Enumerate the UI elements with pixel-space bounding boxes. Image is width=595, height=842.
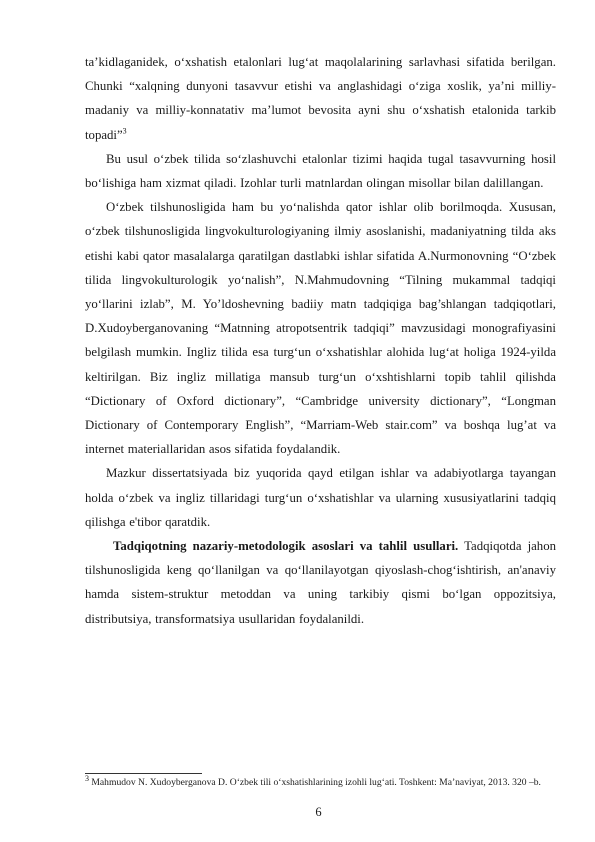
footnote-mark: 3 [85,773,89,783]
footnote-reference: 3 [122,126,127,136]
footnote-divider [85,773,202,774]
paragraph-5-text: Tadqiqotda jahon tilshunosligida keng qo‘llanilgan va qo‘llanilayotgan qiyoslash-chog‘ishtirish, an'anaviy hamda sistem-struktur metoddan va uning tarkibiy qismi bo‘lgan oppozitsiya, distributsiya, transformatsiya usullaridan foydalanildi. [85,539,556,626]
paragraph-1-text: ta’kidlaganidek, o‘xshatish etalonlari lug‘at maqolalarining sarlavhasi sifatida berilgan. Chunki “xalqning dunyoni tasavvur etishi va anglashidagi o‘ziga xoslik, ya’ni milliy-madaniy va milliy-konnatativ ma’lumot bevosita ayni shu o‘xshatish etalonida tarkib topadi” [85,55,556,142]
footnote-text: Mahmudov N. Xudoyberganova D. O‘zbek tili o‘xshatishlarining izohli lug‘ati. Toshkent: Ma’naviyat, 2013. 320 –b. [89,777,541,788]
paragraph-3: O‘zbek tilshunosligida ham bu yo‘nalishda qator ishlar olib borilmoqda. Xususan, o‘zbek tilshunosligida lingvokulturologiyaning ilmiy asoslanishi, madaniyatning tilda aks etishi kabi qator masalalarga qaratilgan dastlabki ishlar sifatida A.Nurmonovning “O‘zbek tilida lingvokulturologik yo‘nalish”, N.Mahmudovning “Tilning mukammal tadqiqi yo‘llarini izlab”, M. Yo’ldoshevning badiiy matn tadqiqiga bag’shlangan tadqiqotlari, D.Xudoyberganovaning “Matnning atropotsentrik tadqiqi” mavzusidagi monografiyasini belgilash mumkin. Ingliz tilida esa turg‘un o‘xshatishlar alohida lug‘at holiga 1924-yilda keltirilgan. Biz ingliz millatiga mansub turg‘un o‘xshtishlarni topib tahlil qilishda “Dictionary of Oxford dictionary”, “Cambridge university dictionary”, “Longman Dictionary of Contemporary English”, “Marriam-Web stair.com” va boshqa lug’at va internet materiallaridan asos sifatida foydalandik. [85,200,556,457]
paragraph-5 [85,534,556,631]
document-body [85,50,556,631]
paragraph-1 [85,50,556,147]
section-heading: Tadqiqotning nazariy-metodologik asoslari va tahlil usullari. [113,539,459,554]
paragraph-4: Mazkur dissertatsiyada biz yuqorida qayd etilgan ishlar va adabiyotlarga tayangan holda o‘zbek va ingliz tillaridagi turg‘un o‘xshatishlar va ularning xususiyatlarini tadqiq qilishga e'tibor qaratdik. [85,466,556,529]
paragraph-2: Bu usul o‘zbek tilida so‘zlashuvchi etalonlar tizimi haqida tugal tasavvurning hosil bo‘lishiga ham xizmat qiladi. Izohlar turli matnlardan olingan misollar bilan dalillangan. [85,151,556,191]
page-number: 6 [315,805,322,819]
footnote [85,773,556,789]
